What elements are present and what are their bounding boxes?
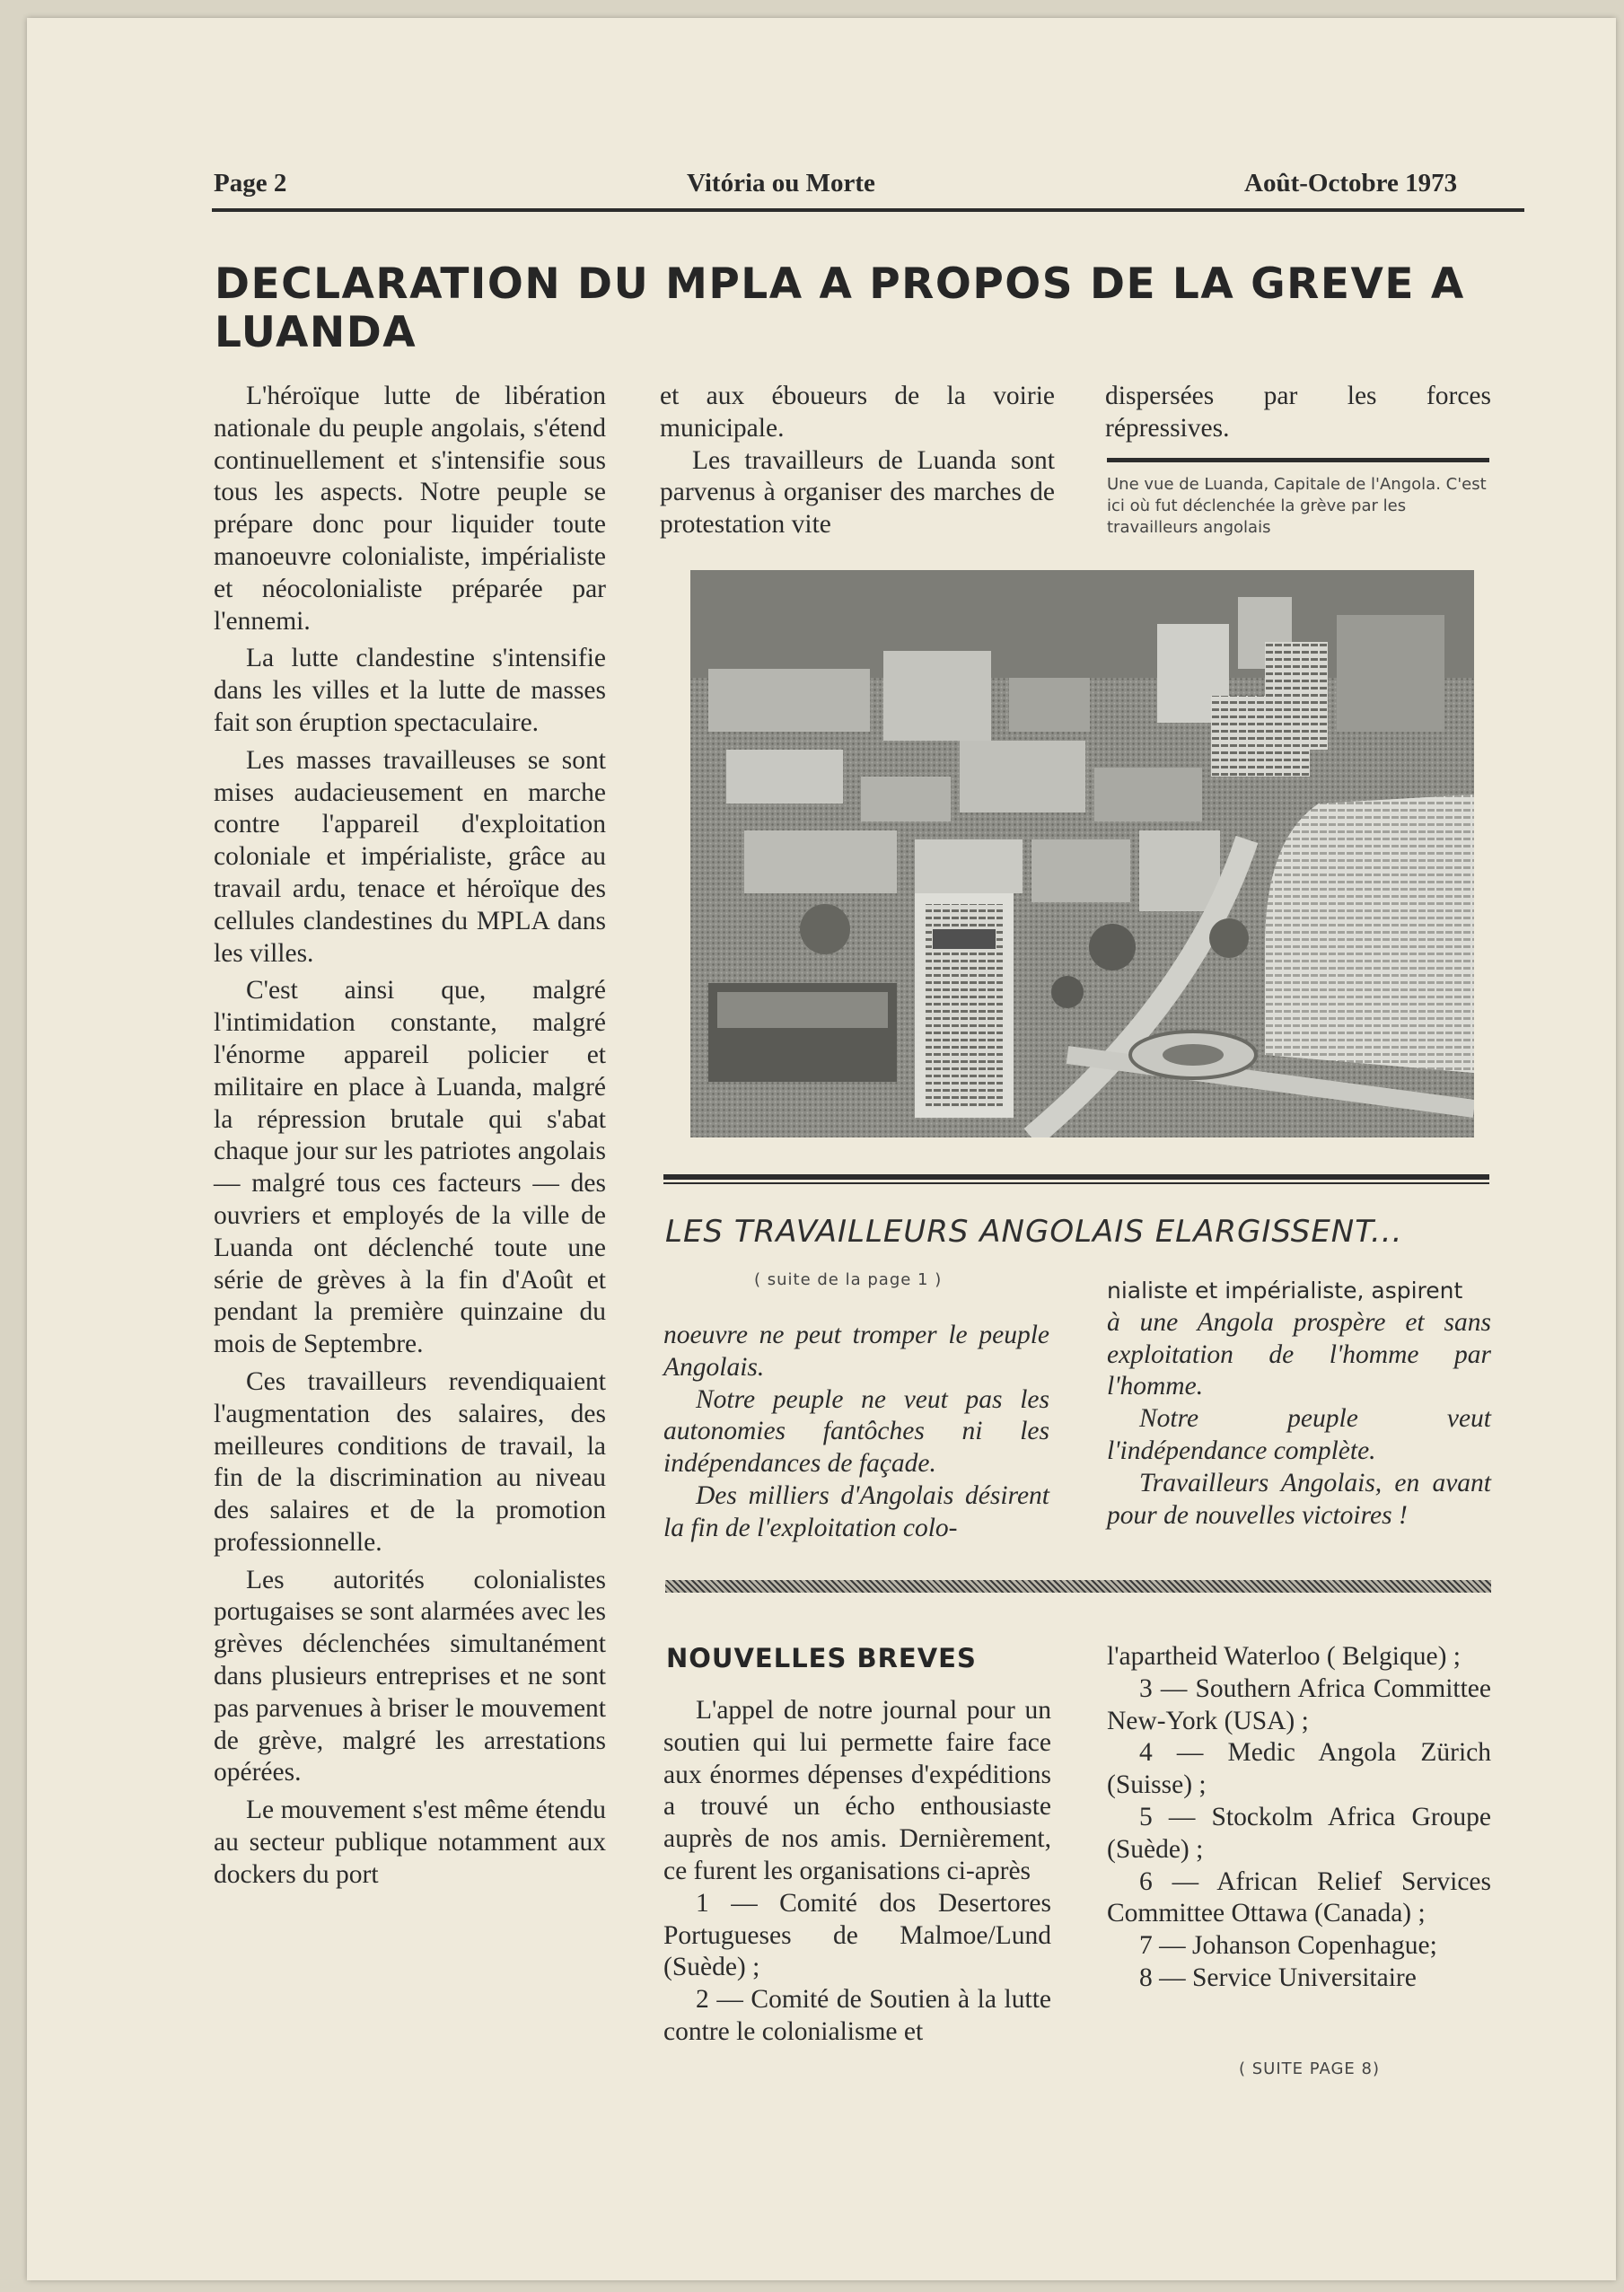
list-item: l'apartheid Waterloo ( Belgique) ; bbox=[1107, 1642, 1461, 1671]
continued-on-note: ( SUITE PAGE 8) bbox=[1239, 2059, 1380, 2078]
list-item: 2 — Comité de Soutien à la lutte contre le colonialisme et bbox=[663, 1985, 1051, 2046]
article-title: DECLARATION DU MPLA A PROPOS DE LA GREVE A LUANDA bbox=[215, 259, 1465, 357]
photo-caption: Une vue de Luanda, Capitale de l'Angola. C'est ici où fut déclenchée la grève par les travailleurs angolais bbox=[1107, 475, 1487, 537]
header-rule bbox=[212, 208, 1524, 212]
paragraph: Les travailleurs de Luanda sont parvenus à organiser des marches de protestation vite bbox=[660, 445, 1055, 540]
article-column-1 bbox=[214, 381, 606, 1892]
paragraph: C'est ainsi que, malgré l'intimidation constante, malgré l'énorme appareil policier et militaire en place à Luanda, malgré la répression brutale qui s'abat chaque jour sur les patriotes angolais — malgré tous ces facteurs — des ouvriers et employés de la ville de Luanda ont déclenché toute une série de grèves à la fin d'Août et pendant la première quinzaine du mois de Septembre. bbox=[214, 976, 606, 1359]
paragraph: nialiste et impérialiste, aspirent bbox=[1107, 1278, 1463, 1304]
paragraph: Travailleurs Angolais, en avant pour de nouvelles victoires ! bbox=[1107, 1468, 1491, 1530]
list-item: 5 — Stockolm Africa Groupe (Suède) ; bbox=[1107, 1802, 1491, 1864]
newspaper-page bbox=[27, 18, 1616, 2280]
continued-from-note: ( suite de la page 1 ) bbox=[754, 1270, 943, 1289]
briefs-column-right bbox=[1107, 1641, 1491, 1995]
briefs-column-left bbox=[663, 1695, 1051, 2049]
section-rule-thin bbox=[663, 1182, 1489, 1184]
list-item: 4 — Medic Angola Zürich (Suisse) ; bbox=[1107, 1738, 1491, 1800]
paragraph: à une Angola prospère et sans exploitation de l'homme par l'homme. bbox=[1107, 1307, 1491, 1401]
paragraph: Notre peuple veut l'indépendance complète. bbox=[1107, 1404, 1491, 1465]
list-item: 8 — Service Universitaire bbox=[1139, 1963, 1417, 1992]
article-column-3 bbox=[1105, 381, 1491, 445]
paragraph: La lutte clandestine s'intensifie dans les villes et la lutte de masses fait son éruption spectaculaire. bbox=[214, 644, 606, 737]
luanda-aerial-photo bbox=[690, 570, 1474, 1137]
caption-rule bbox=[1107, 458, 1489, 462]
hatched-divider bbox=[665, 1580, 1491, 1593]
continuation-column-right bbox=[1107, 1275, 1491, 1532]
paragraph: Les autorités colonialistes portugaises se sont alarmées avec les grèves déclenchées simultanément dans plusieurs entreprises et ne sont pas parvenues à briser le mouvement de grève, malgré les arrestations opérées. bbox=[214, 1565, 606, 1787]
page-number: Page 2 bbox=[214, 169, 287, 198]
list-item: 1 — Comité dos Desertores Portugueses de Malmoe/Lund (Suède) ; bbox=[663, 1888, 1051, 1982]
paragraph: noeuvre ne peut tromper le peuple Angolais. bbox=[663, 1321, 1049, 1382]
paragraph: L'héroïque lutte de libération nationale du peuple angolais, s'étend continuellement et s'intensifie sous tous les aspects. Notre peuple se prépare donc pour liquider toute manoeuvre colonialiste, impérialiste et néocolonialiste préparée par l'ennemi. bbox=[214, 382, 606, 636]
paragraph: Notre peuple ne veut pas les autonomies fantôches ni les indépendances de façade. bbox=[663, 1384, 1049, 1479]
paragraph: et aux éboueurs de la voirie municipale. bbox=[660, 382, 1055, 443]
city-photo-graphic bbox=[690, 570, 1474, 1137]
paragraph: L'appel de notre journal pour un soutien qui lui permette faire face aux énormes dépenses d'expéditions a trouvé un écho enthousiaste auprès de nos amis. Dernièrement, ce furent les organisations ci-après bbox=[663, 1696, 1051, 1885]
section-rule bbox=[663, 1174, 1489, 1180]
list-item: 7 — Johanson Copenhague; bbox=[1139, 1931, 1437, 1961]
article-column-2 bbox=[660, 381, 1055, 541]
paragraph: Ces travailleurs revendiquaient l'augmentation des salaires, des meilleures conditions de travail, la fin de la discrimination au niveau des salaires et de la promotion professionnelle. bbox=[214, 1366, 606, 1557]
briefs-title: NOUVELLES BREVES bbox=[666, 1643, 977, 1673]
paragraph: dispersées par les forces répressives. bbox=[1105, 382, 1491, 443]
paragraph: Le mouvement s'est même étendu au secteur publique notamment aux dockers du port bbox=[214, 1796, 606, 1889]
paragraph: Les masses travailleuses se sont mises audacieusement en marche contre l'appareil d'exploitation coloniale et impérialiste, grâce au travail ardu, tenace et héroïque des cellules clandestines du MPLA dans les villes. bbox=[214, 745, 606, 968]
paragraph: Des milliers d'Angolais désirent la fin de l'exploitation colo- bbox=[663, 1480, 1049, 1542]
list-item: 6 — African Relief Services Committee Ottawa (Canada) ; bbox=[1107, 1866, 1491, 1928]
issue-date: Août-Octobre 1973 bbox=[1244, 169, 1458, 198]
journal-name: Vitória ou Morte bbox=[687, 169, 875, 198]
continuation-column-left bbox=[663, 1320, 1049, 1545]
list-item: 3 — Southern Africa Committee New-York (USA) ; bbox=[1107, 1673, 1491, 1735]
continuation-title: LES TRAVAILLEURS ANGOLAIS ELARGISSENT... bbox=[665, 1214, 1403, 1250]
